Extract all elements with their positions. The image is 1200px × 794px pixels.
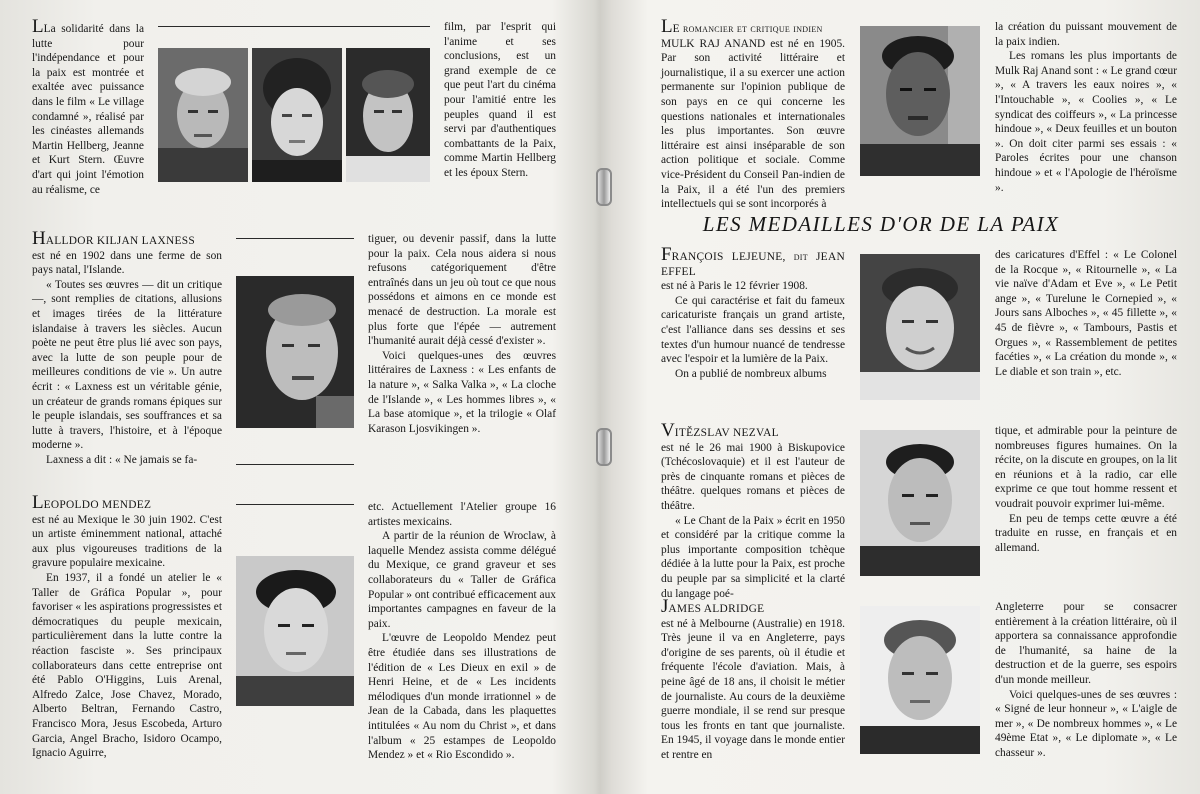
laxness-paragraph: Voici quelques-unes des œuvres littéraires de Laxness : « Les enfants de la nature », « Salka Valka », « La cloche de l'Islande », « Les hommes libres », « La base atomique », et la trilogie « Olaf Karason Ljosvikingen ». [368, 349, 556, 435]
photo-jean-effel [860, 254, 980, 400]
effel-col-2 [995, 248, 1177, 379]
rule [236, 504, 354, 505]
laxness-col-1 [32, 228, 222, 468]
rule [236, 238, 354, 239]
photo-jeanne-stern [252, 48, 342, 182]
laxness-paragraph: est né en 1902 dans une ferme de son pays natal, l'Islande. [32, 249, 222, 277]
aldridge-paragraph: est né à Melbourne (Australie) en 1918. Très jeune il va en Angleterre, pays d'origine de ses parents, où il étudie et fréquente l'école d'aviation. Mais, à peine âgé de 18 ans, il choisit le métier de journaliste. Au cours de la deuxième guerre mondiale, il se rend sur presque tous les fronts en tant que journaliste. En 1945, il voyage dans le monde entier et rentre en [661, 617, 845, 761]
effel-paragraph: est né à Paris le 12 février 1908. [661, 280, 808, 293]
stern-paragraph: film, par l'esprit qui l'anime et ses conclusions, est un grand exemple de ce que peut l'art du cinéma pour l'amitié entre les peuples quand il est servi par d'authentiques combattants de la Paix, comme Martin Hellberg et les époux Stern. [444, 21, 556, 179]
rule [236, 464, 354, 465]
photo-martin-hellberg [158, 48, 248, 182]
nezval-col-2 [995, 424, 1177, 555]
stern-col-1 [32, 16, 144, 197]
anand-paragraph: Les romans les plus importants de Mulk Raj Anand sont : « Le grand cœur », « A travers les eaux noires », « l'Intouchable », « Coolies », « Le syndicat des coiffeurs », « La princesse hindoue », « Deux feuilles et un bouton ». On doit citer parmi ses essais : « Paroles écrites pour une chanson hindoue » et « l'Apologie de l'héroïsme ». [995, 50, 1177, 194]
mendez-paragraph: A partir de la réunion de Wroclaw, à laquelle Mendez assista comme délégué du Mexique, ce grand graveur et ses collaborateurs du « Taller de Gráfica Popular » ont contribué efficacement aux importantes campagnes en faveur de la paix. [368, 530, 556, 630]
nezval-paragraph: En peu de temps cette œuvre a été traduite en russe, en français et en allemand. [995, 512, 1177, 554]
laxness-paragraph: « Toutes ses œuvres — dit un critique —, sont remplies de citations, allusions et images tirées de la littérature islandaise à travers les siècles. Aucun poète ne peut être plus lié avec son pays, avec la lutte de son peuple pour de meilleures conditions de vie ». Un autre écrit : « Laxness est un véritable génie, un créateur de grands romans épiques sur le peuple islandais, ses souffrances et sa lutte à travers, l'histoire, et à l'époque moderne ». [32, 278, 222, 452]
laxness-heading: HALLDOR KILJAN LAXNESS [32, 228, 196, 249]
photo-laxness [236, 276, 354, 428]
effel-heading: FRANÇOIS LEJEUNE, dit JEAN EFFEL [661, 244, 845, 278]
nezval-paragraph: est né le 26 mai 1900 à Biskupovice (Tchécoslovaquie) et il est l'auteur de près de cinquante romans et pièces de théâtre. quelques romans et pièces de théâtre. [661, 441, 845, 512]
mendez-paragraph: est né au Mexique le 30 juin 1902. C'est un artiste éminemment national, attaché aux plus vigoureuses traditions de la gravure populaire mexicaine. [32, 513, 222, 570]
laxness-paragraph: Laxness a dit : « Ne jamais se fa- [46, 453, 198, 466]
photo-mulk-raj-anand [860, 26, 980, 176]
stern-paragraph: LLa solidarité dans la lutte pour l'indépendance et pour la paix est montrée et exaltée avec puissance dans le film « Le village condamné », réalisé par les cinéastes allemands Martin Hellberg, Jeanne et Kurt Stern. Œuvre d'art qui joint l'émotion au réalisme, ce [32, 16, 144, 196]
binding-staple [596, 428, 612, 466]
photo-mendez [236, 556, 354, 706]
mendez-paragraph: L'œuvre de Leopoldo Mendez peut être étudiée dans ses illustrations de l'édition de « Les Dieux en exil » de Henri Heine, et de « Les incidents mélodiques d'un monde irrationnel » de Jean de la Cabada, dans les plaquettes intitulées « Au nom du Christ », et dans l'album « 25 estampes de Leopoldo Mendez » et « Rio Escondido ». [368, 632, 556, 762]
aldridge-paragraph: Voici quelques-unes de ses œuvres : « Signé de leur honneur », « L'aigle de mer », « De nombreux hommes », « Le 49ème Etat », « Le diplomate », « Le chasseur ». [995, 688, 1177, 759]
mendez-col-1 [32, 492, 222, 761]
anand-col-1 [661, 16, 845, 212]
anand-col-2 [995, 20, 1177, 195]
mendez-paragraph: etc. Actuellement l'Atelier groupe 16 artistes mexicains. [368, 501, 556, 528]
laxness-paragraph: tiguer, ou devenir passif, dans la lutte pour la paix. Cela nous aidera si nous refusons catégoriquement d'être entraînés dans un jeu où tout ce que nous possédons et aimons en ce monde est menacé de destruction. La morale est plus forte que l'épée — autrement l'humanité aurait déjà cessé d'exister ». [368, 233, 556, 348]
photo-nezval [860, 430, 980, 576]
stern-col-2 [444, 20, 556, 181]
effel-col-1 [661, 244, 845, 381]
aldridge-heading: JAMES ALDRIDGE [661, 596, 765, 617]
mendez-col-2 [368, 500, 556, 763]
anand-paragraph: la création du puissant mouvement de la paix indien. [995, 21, 1177, 48]
mendez-heading: LEOPOLDO MENDEZ [32, 492, 152, 513]
effel-paragraph: Ce qui caractérise et fait du fameux caricaturiste français un grand artiste, c'est l'alliance dans ses dessins et ses textes d'un humour nuancé de tendresse avec l'espoir et la lumière de la Paix. [661, 294, 845, 366]
aldridge-col-1 [661, 596, 845, 763]
nezval-heading: VITĚZSLAV NEZVAL [661, 420, 779, 441]
photo-kurt-stern [346, 48, 430, 182]
nezval-col-1 [661, 420, 845, 601]
nezval-paragraph: « Le Chant de la Paix » écrit en 1950 et considéré par la critique comme la plus importante composition tchèque dédiée à la lutte pour la Paix, est proche du peuple par sa simplicité et la clarté du langage poé- [661, 514, 845, 600]
binding-staple [596, 168, 612, 206]
mendez-paragraph: En 1937, il a fondé un atelier le « Taller de Gráfica Popular », pour favoriser « les aspirations progressistes et démocratiques du peuple mexicain, particulièrement dans la lutte contre la réaction fasciste ». Ses principaux collaborateurs dans cette entreprise ont été Pablo O'Higgins, Luis Arenal, Alfredo Zalce, Jose Chavez, Morado, Alberto Beltran, Fernando Castro, Francisco Mora, Jesus Escobeda, Arturo Garcia, Angel Bracho, Isidoro Ocampo, Ignacio Aguirre, [32, 571, 222, 760]
photo-james-aldridge [860, 606, 980, 754]
effel-paragraph: des caricatures d'Effel : « Le Colonel de la Rocque », « Ritournelle », « La vie naïve d'Adam et Eve », « Le Petit ange », « Turelune le Cornepied », « Jours sans Alboches », « 45 fillette », « 45 de fièvre », « Tambours, Pastis et Orgues », « Rassemblement de petites facéties », « La création du monde », « Le diable et son train », etc. [995, 249, 1177, 378]
effel-paragraph: On a publié de nombreux albums [675, 367, 827, 380]
rule [158, 26, 430, 27]
section-heading: LES MEDAILLES D'OR DE LA PAIX [702, 212, 1060, 236]
anand-heading: LE romancier et critique indien [661, 16, 823, 37]
laxness-col-2 [368, 232, 556, 436]
aldridge-paragraph: Angleterre pour se consacrer entièrement à la création littéraire, où il apportera sa connaissance approfondie de l'humanité, sa haine de la destruction et de la guerre, ses espoirs d'un monde meilleur. [995, 601, 1177, 686]
anand-paragraph: MULK RAJ ANAND est né en 1905. Par son activité littéraire et journalistique, il a su exercer une action permanente sur l'opinion publique de son pays en ce qui concerne les questions nationales et internationales les plus importantes. Son œuvre littéraire est ainsi inséparable de son action politique et sociale. Comme vice-Président du Conseil Pan-indien de la Paix, il a été l'un des premiers intellectuels qui se sont incorporés à [661, 37, 845, 211]
aldridge-col-2 [995, 600, 1177, 761]
nezval-paragraph: tique, et admirable pour la peinture de nombreuses figures humaines. On la récite, on la discute en groupes, on la lit en réunions et à la radio, car elle exprime ce que tout homme ressent et voudrait pouvoir exprimer lui-même. [995, 425, 1177, 510]
